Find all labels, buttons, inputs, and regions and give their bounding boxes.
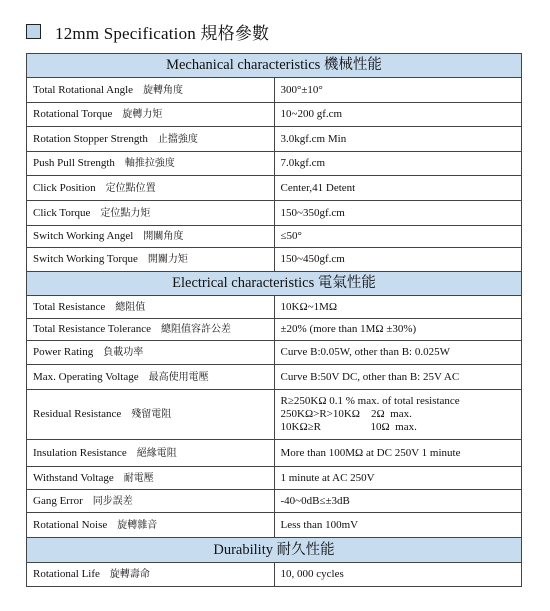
- table-row: [27, 127, 522, 152]
- row-value: ≤50°: [274, 226, 522, 248]
- label-cn: 旋轉壽命: [109, 569, 150, 580]
- row-label: [27, 201, 275, 226]
- label-cn: 旋轉角度: [143, 84, 184, 96]
- label-cn: 定位點力矩: [100, 207, 151, 219]
- label-cn: 絕緣電阻: [136, 447, 177, 459]
- section-header-electrical: [27, 272, 522, 296]
- label-en: Rotational Life: [33, 568, 100, 580]
- row-value: 300°±10°: [274, 78, 522, 103]
- row-value: [274, 390, 522, 440]
- table-row: [27, 296, 522, 319]
- row-label: [27, 296, 275, 319]
- value-line: 10KΩ≥R 10Ω max.: [280, 421, 417, 433]
- label-cn: 總阻值容許公差: [161, 324, 231, 335]
- label-cn: 定位點位置: [105, 182, 156, 194]
- page-title: 12mm Specification 規格參數: [55, 23, 270, 43]
- section-title: Electrical characteristics 電氣性能: [27, 272, 522, 296]
- label-en: Total Resistance: [33, 300, 106, 313]
- row-label: [27, 390, 275, 440]
- table-row: [27, 440, 522, 467]
- label-cn: 最高使用電壓: [148, 371, 209, 383]
- table-row: [27, 103, 522, 127]
- row-value: ±20% (more than 1MΩ ±30%): [274, 319, 522, 341]
- table-row: [27, 341, 522, 365]
- row-label: [27, 490, 275, 513]
- label-en: Insulation Resistance: [33, 446, 127, 459]
- row-value: 10KΩ~1MΩ: [274, 296, 522, 319]
- table-row: [27, 319, 522, 341]
- table-row: [27, 226, 522, 248]
- section-header-mechanical: [27, 54, 522, 78]
- row-label: [27, 563, 275, 587]
- row-value: 3.0kgf.cm Min: [274, 127, 522, 152]
- row-value: 150~450gf.cm: [274, 248, 522, 272]
- table-row: [27, 563, 522, 587]
- label-en: Gang Error: [33, 494, 83, 507]
- label-cn: 止擋強度: [157, 133, 198, 145]
- header-square-icon: [26, 24, 41, 39]
- row-label: [27, 176, 275, 201]
- row-value: 7.0kgf.cm: [274, 152, 522, 176]
- label-en: Rotation Stopper Strength: [33, 132, 148, 145]
- table-row: [27, 201, 522, 226]
- label-en: Power Rating: [33, 346, 94, 358]
- value-line: R≥250KΩ 0.1 % max. of total resistance: [280, 395, 460, 407]
- table-row: [27, 152, 522, 176]
- label-cn: 軸推拉強度: [124, 158, 175, 169]
- label-cn: 旋轉力矩: [122, 109, 163, 120]
- row-label: [27, 226, 275, 248]
- row-label: [27, 127, 275, 152]
- row-label: [27, 78, 275, 103]
- section-title: Mechanical characteristics 機械性能: [27, 54, 522, 78]
- row-value: 1 minute at AC 250V: [274, 467, 522, 490]
- table-row: [27, 248, 522, 272]
- row-label: [27, 440, 275, 467]
- row-value: More than 100MΩ at DC 250V 1 minute: [274, 440, 522, 467]
- label-en: Push Pull Strength: [33, 157, 115, 169]
- row-value: -40~0dB≤±3dB: [274, 490, 522, 513]
- label-en: Withstand Voltage: [33, 471, 114, 484]
- spec-header: [26, 20, 269, 42]
- row-label: [27, 248, 275, 272]
- row-label: [27, 365, 275, 390]
- row-value: 150~350gf.cm: [274, 201, 522, 226]
- label-cn: 開關力矩: [147, 254, 188, 265]
- table-row: [27, 176, 522, 201]
- row-label: [27, 467, 275, 490]
- label-en: Switch Working Angel: [33, 230, 134, 242]
- label-en: Residual Resistance: [33, 408, 122, 420]
- spec-table: [26, 53, 522, 587]
- section-header-durability: [27, 538, 522, 563]
- label-en: Rotational Noise: [33, 518, 108, 531]
- row-label: [27, 152, 275, 176]
- row-label: [27, 103, 275, 127]
- row-label: [27, 341, 275, 365]
- label-en: Rotational Torque: [33, 108, 113, 120]
- label-cn: 旋轉雜音: [117, 519, 158, 531]
- table-row: [27, 490, 522, 513]
- label-en: Click Torque: [33, 206, 91, 219]
- row-label: [27, 319, 275, 341]
- row-value: 10~200 gf.cm: [274, 103, 522, 127]
- label-cn: 殘留電阻: [131, 409, 172, 420]
- table-row: [27, 390, 522, 440]
- row-value: 10, 000 cycles: [274, 563, 522, 587]
- row-label: [27, 513, 275, 538]
- row-value: Less than 100mV: [274, 513, 522, 538]
- row-value: Curve B:0.05W, other than B: 0.025W: [274, 341, 522, 365]
- value-line: 250KΩ>R>10KΩ 2Ω max.: [280, 408, 412, 420]
- row-value: Center,41 Detent: [274, 176, 522, 201]
- row-value: Curve B:50V DC, other than B: 25V AC: [274, 365, 522, 390]
- label-cn: 總阻值: [115, 301, 146, 313]
- label-cn: 耐電壓: [123, 472, 154, 484]
- table-row: [27, 467, 522, 490]
- label-cn: 同步誤差: [92, 495, 133, 507]
- label-cn: 開關角度: [143, 231, 184, 242]
- table-row: [27, 365, 522, 390]
- table-row: [27, 78, 522, 103]
- section-title: Durability 耐久性能: [27, 538, 522, 563]
- label-en: Max. Operating Voltage: [33, 370, 139, 383]
- label-en: Switch Working Torque: [33, 253, 138, 265]
- label-en: Total Rotational Angle: [33, 83, 134, 96]
- label-en: Total Resistance Tolerance: [33, 323, 151, 335]
- label-en: Click Position: [33, 181, 96, 194]
- table-row: [27, 513, 522, 538]
- label-cn: 負載功率: [103, 347, 144, 358]
